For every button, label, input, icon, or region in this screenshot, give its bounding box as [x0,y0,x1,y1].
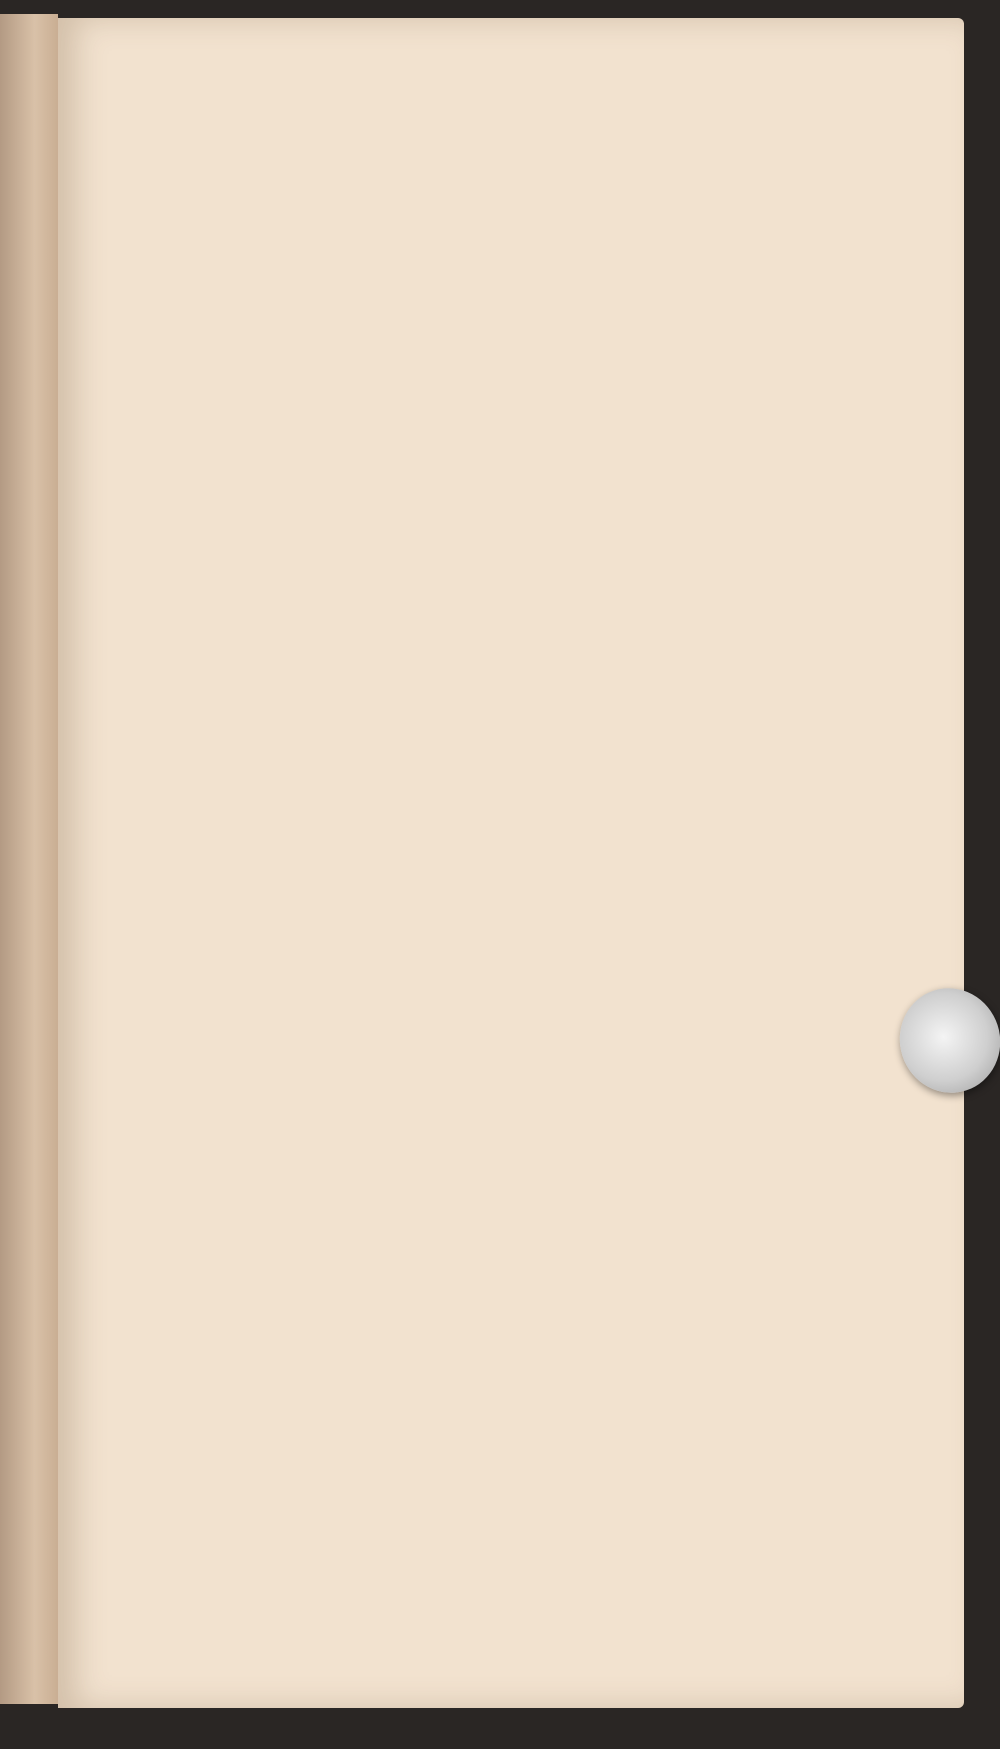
book-page [58,18,964,1708]
page-text [155,188,871,208]
facing-page-edge [0,14,58,1704]
